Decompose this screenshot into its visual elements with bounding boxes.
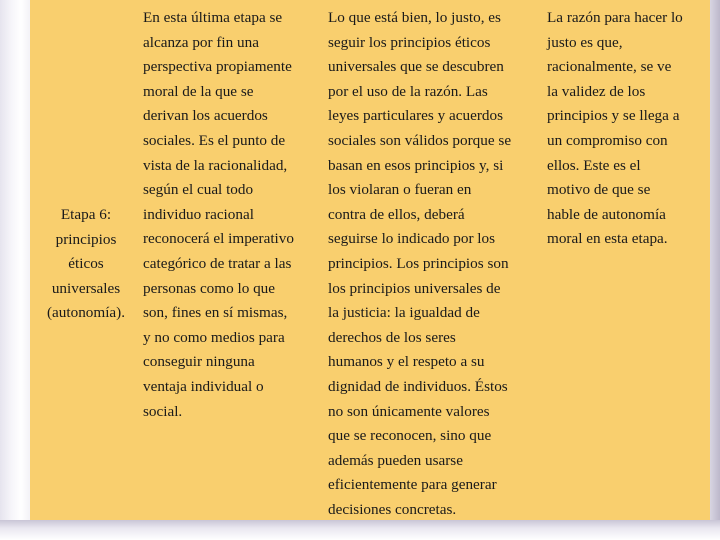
text-line: ventaja individual o: [143, 377, 264, 395]
text-line: social.: [143, 402, 183, 420]
text-line: personas como lo que: [143, 279, 276, 297]
text-line: eficientemente para generar: [328, 476, 497, 494]
text-line: universales: [51, 279, 121, 297]
text-line: categórico de tratar a las: [143, 254, 292, 272]
text-line: contra de ellos, deberá: [328, 205, 465, 223]
text-line: principios: [55, 230, 117, 248]
text-line: En esta última etapa se: [143, 9, 283, 26]
text-line: principios. Los principios son: [328, 254, 509, 272]
text-line: éticos: [68, 255, 104, 273]
text-line: perspectiva propiamente: [143, 58, 292, 76]
text-line: derechos de los seres: [328, 328, 456, 346]
text-line: racionalmente, se ve: [547, 58, 672, 76]
text-line: son, fines en sí mismas,: [143, 304, 288, 322]
text-line: derivan los acuerdos: [143, 107, 268, 125]
text-line: alcanza por fin una: [143, 33, 259, 51]
text-line: los violaran o fueran en: [328, 181, 472, 199]
text-line: y no como medios para: [143, 328, 285, 346]
text-line: un compromiso con: [547, 131, 668, 149]
text-line: la justicia: la igualdad de: [328, 304, 480, 322]
text-line: además pueden usarse: [328, 451, 463, 469]
text-line: leyes particulares y acuerdos: [328, 107, 503, 125]
text-line: seguir los principios éticos: [328, 33, 491, 51]
text-line: seguirse lo indicado por los: [328, 230, 496, 248]
text-line: sociales son válidos porque se: [328, 131, 512, 149]
text-line: universales que se descubren: [328, 58, 504, 76]
text-line: La razón para hacer lo: [547, 9, 683, 26]
text-line: hable de autonomía: [547, 205, 666, 223]
text-line: moral de la que se: [143, 82, 254, 100]
text-line: humanos y el respeto a su: [328, 353, 485, 371]
text-line: no son únicamente valores: [328, 402, 490, 420]
text-line: Etapa 6:: [60, 206, 112, 223]
stage-label-cell: [30, 203, 142, 326]
text-line: decisiones concretas.: [328, 500, 457, 518]
slide-frame-bottom: [0, 520, 720, 540]
text-line: basan en esos principios y, si: [328, 156, 504, 174]
stage-description-cell: [143, 6, 323, 424]
text-line: (autonomía).: [46, 304, 126, 322]
text-line: reconocerá el imperativo: [143, 230, 294, 248]
text-line: moral en esta etapa.: [547, 230, 668, 248]
text-line: la validez de los: [547, 82, 646, 100]
text-line: ellos. Este es el: [547, 156, 641, 174]
text-line: que se reconocen, sino que: [328, 427, 492, 445]
text-line: conseguir ninguna: [143, 353, 255, 371]
text-line: individuo racional: [143, 205, 254, 223]
slide-frame-left: [0, 0, 30, 540]
text-line: vista de la racionalidad,: [143, 156, 288, 174]
text-line: sociales. Es el punto de: [143, 131, 286, 149]
text-line: principios y se llega a: [547, 107, 680, 125]
text-line: motivo de que se: [547, 181, 651, 199]
what-is-right-cell: [328, 6, 548, 522]
text-line: dignidad de individuos. Éstos: [328, 377, 508, 395]
text-line: por el uso de la razón. Las: [328, 82, 488, 100]
text-line: los principios universales de: [328, 279, 501, 297]
text-line: Lo que está bien, lo justo, es: [328, 9, 501, 26]
text-line: según el cual todo: [143, 181, 254, 199]
text-line: justo es que,: [547, 33, 623, 51]
reason-cell: [547, 6, 713, 252]
